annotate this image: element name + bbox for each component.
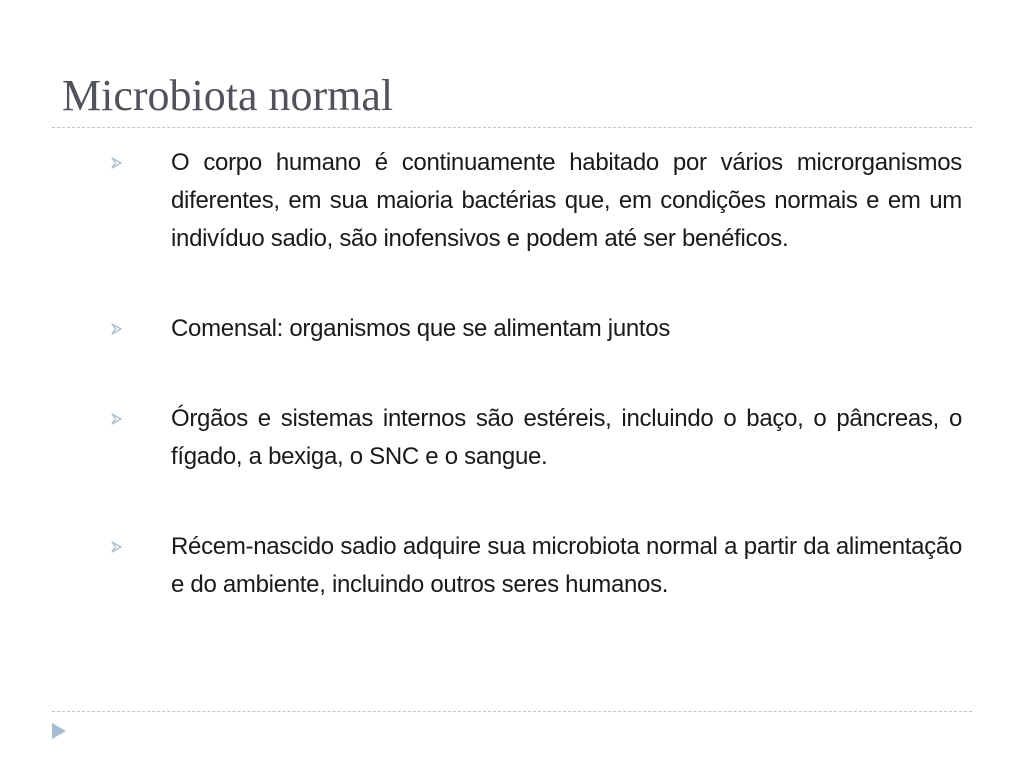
bullet-item: [110, 400, 962, 476]
footer-divider: [52, 711, 972, 712]
bullet-list: [110, 144, 962, 604]
bullet-item: [110, 144, 962, 258]
chevron-bullet-icon: [110, 322, 124, 336]
bullet-text: Comensal: organismos que se alimentam juntos: [171, 315, 671, 342]
bullet-item: [110, 310, 962, 348]
chevron-bullet-icon: [110, 412, 124, 426]
bullet-text: O corpo humano é continuamente habitado por vários microrganismos diferentes, em sua maioria bactérias que, em condições normais e em um indivíduo sadio, são inofensivos e podem até ser benéficos.: [171, 149, 962, 252]
play-triangle-icon[interactable]: [51, 722, 67, 740]
slide-title: Microbiota normal: [62, 71, 394, 120]
chevron-bullet-icon: [110, 156, 124, 170]
bullet-item: [110, 528, 962, 604]
title-divider: [52, 127, 972, 128]
bullet-text: Récem-nascido sadio adquire sua microbiota normal a partir da alimentação e do ambiente, incluindo outros seres humanos.: [171, 533, 962, 598]
bullet-text: Órgãos e sistemas internos são estéreis, incluindo o baço, o pâncreas, o fígado, a bexiga, o SNC e o sangue.: [171, 405, 962, 470]
chevron-bullet-icon: [110, 540, 124, 554]
